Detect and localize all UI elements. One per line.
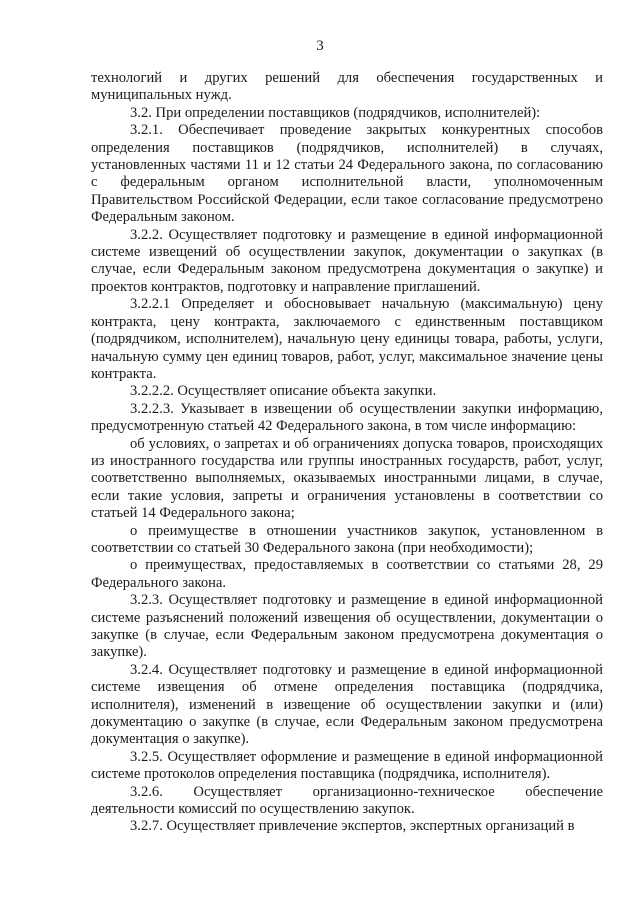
- paragraph: 3.2.6. Осуществляет организационно-техническое обеспечение деятельности комиссий по осуществлению закупок.: [91, 783, 603, 818]
- paragraph: 3.2. При определении поставщиков (подрядчиков, исполнителей):: [130, 104, 541, 121]
- paragraph: 3.2.2.1 Определяет и обосновывает начальную (максимальную) цену контракта, цену контракта, заключаемого с единственным поставщиком (подрядчиком, исполнителем), начальную цену единицы товара, работы, услуги, начальную сумму цен единиц товаров, работ, услуг, максимальное значение цены контракта.: [91, 296, 603, 382]
- paragraph: 3.2.5. Осуществляет оформление и размещение в единой информационной системе протоколов определения поставщика (подрядчика, исполнителя).: [91, 748, 603, 783]
- paragraph: 3.2.2.3. Указывает в извещении об осуществлении закупки информацию, предусмотренную статьей 42 Федерального закона, в том числе информацию:: [91, 400, 603, 435]
- paragraph: 3.2.7. Осуществляет привлечение экспертов, экспертных организаций в: [130, 818, 575, 835]
- paragraph: 3.2.3. Осуществляет подготовку и размещение в единой информационной системе разъяснений положений извещения об осуществлении, документации о закупке (в случае, если Федеральным законом предусмотрена документация о закупке).: [91, 592, 603, 661]
- paragraph: технологий и других решений для обеспечения государственных и муниципальных нужд.: [91, 70, 603, 104]
- paragraph: 3.2.2. Осуществляет подготовку и размещение в единой информационной системе извещений об осуществлении закупок, документации о закупках (в случае, если Федеральным законом предусмотрена документация о закупке) и проектов контрактов, подготовку и направление приглашений.: [91, 226, 603, 295]
- paragraph: о преимуществе в отношении участников закупок, установленном в соответствии со статьей 30 Федерального закона (при необходимости);: [91, 522, 603, 556]
- document-body: [91, 70, 603, 836]
- paragraph: об условиях, о запретах и об ограничениях допуска товаров, происходящих из иностранного государства или группы иностранных государств, работ, услуг, соответственно выполняемых, оказываемых иностранными лицами, в случае, если такие условия, запреты и ограничения установлены в соответствии со статьей 14 Федерального закона;: [91, 435, 603, 522]
- page-number: 3: [316, 38, 324, 54]
- paragraph: 3.2.2.2. Осуществляет описание объекта закупки.: [130, 383, 437, 400]
- paragraph: о преимуществах, предоставляемых в соответствии со статьями 28, 29 Федерального закона.: [91, 557, 603, 591]
- paragraph: 3.2.1. Обеспечивает проведение закрытых конкурентных способов определения поставщиков (подрядчиков, исполнителей) в случаях, установленных частями 11 и 12 статьи 24 Федерального закона, по согласованию с федеральным органом исполнительной власти, уполномоченным Правительством Российской Федерации, если такое согласование предусмотрено Федеральным законом.: [91, 122, 603, 226]
- paragraph: 3.2.4. Осуществляет подготовку и размещение в единой информационной системе извещения об отмене определения поставщика (подрядчика, исполнителя), изменений в извещение об осуществлении закупки и (или) документацию о закупке (в случае, если Федеральным законом предусмотрена документация о закупке).: [91, 661, 603, 748]
